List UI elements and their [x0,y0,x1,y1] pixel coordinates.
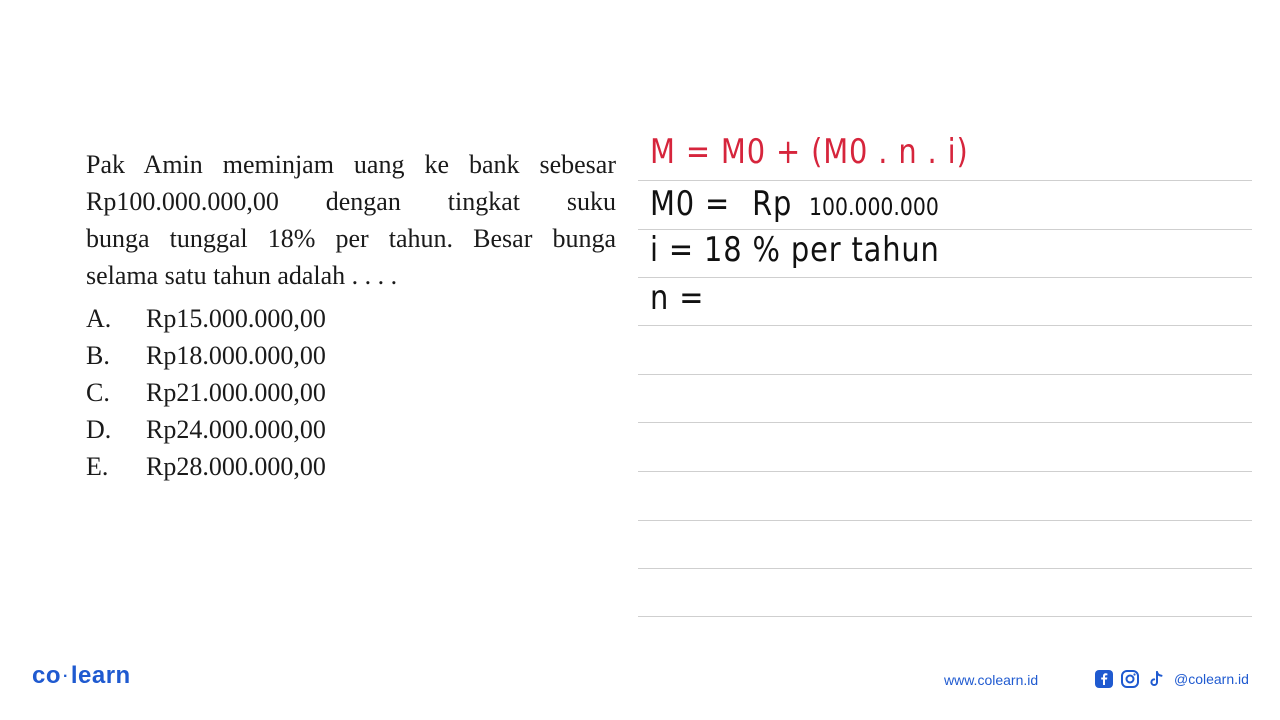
ruled-line [638,180,1252,181]
logo-learn: learn [70,662,131,689]
question-line-2: Rp100.000.000,00 dengan tingkat suku [86,187,616,216]
answer-options [86,300,326,485]
option-text: Rp21.000.000,00 [146,378,326,407]
option-letter: A. [86,304,112,333]
m0-value: 100.000.000 [809,193,939,221]
social-handle[interactable]: @colearn.id [1174,671,1249,687]
ruled-line [638,325,1252,326]
question-text [86,146,616,294]
m0-rp: Rp [752,184,793,224]
option-text: Rp18.000.000,00 [146,341,326,370]
formula-line: M = M0 + (M0 . n . i) [650,132,969,172]
option-b [86,337,326,374]
colearn-logo [32,662,131,690]
instagram-icon[interactable] [1120,669,1140,689]
option-a [86,300,326,337]
n-line: n = [650,278,705,318]
social-links [1094,669,1249,689]
ruled-line [638,277,1252,278]
ruled-line [638,568,1252,569]
logo-co: co [32,662,62,689]
facebook-icon[interactable] [1094,669,1114,689]
m0-label: M0 = [650,184,731,224]
website-link[interactable]: www.colearn.id [944,672,1039,688]
option-letter: C. [86,378,110,407]
option-e [86,448,326,485]
logo-dot-icon: · [63,667,69,685]
option-text: Rp24.000.000,00 [146,415,326,444]
tiktok-icon[interactable] [1146,669,1166,689]
ruled-line [638,616,1252,617]
question-line-4: selama satu tahun adalah . . . . [86,261,398,290]
option-letter: E. [86,452,109,481]
ruled-line [638,471,1252,472]
option-text: Rp15.000.000,00 [146,304,326,333]
ruled-line [638,422,1252,423]
option-letter: B. [86,341,110,370]
i-line: i = 18 % per tahun [650,230,940,270]
option-c [86,374,326,411]
m0-line [650,184,939,224]
question-line-3: bunga tunggal 18% per tahun. Besar bunga [86,224,616,253]
option-d [86,411,326,448]
option-letter: D. [86,415,112,444]
ruled-line [638,520,1252,521]
question-line-1: Pak Amin meminjam uang ke bank sebesar [86,150,616,179]
ruled-line [638,374,1252,375]
option-text: Rp28.000.000,00 [146,452,326,481]
